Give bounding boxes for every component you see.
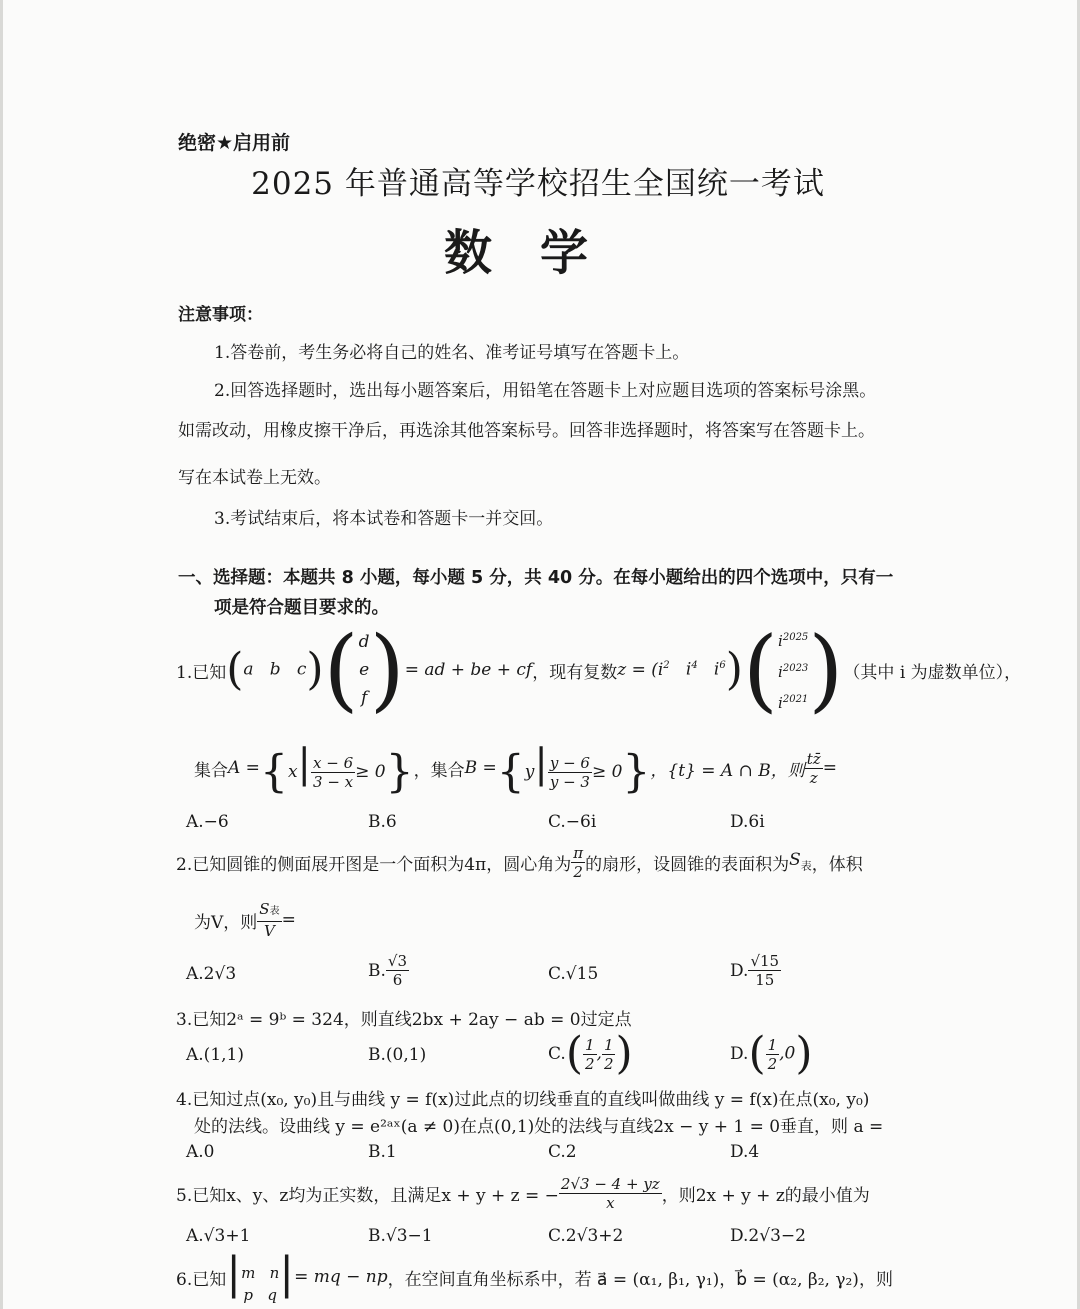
q1-definition-rhs: = ad + be + cf bbox=[404, 660, 533, 680]
q5-text-end: ，则2x + y + z的最小值为 bbox=[661, 1185, 870, 1206]
q5-text: 5.已知x、y、z均为正实数，且满足x + y + z = − bbox=[176, 1185, 559, 1206]
q1-z-column: ($i^{2025}$ $i^{2023}$ $i^{2021}$) bbox=[742, 617, 844, 722]
q1-prefix: 1.已知 bbox=[176, 662, 227, 683]
q2-option-d bbox=[730, 952, 781, 989]
q1-option-d: D.6i bbox=[730, 812, 765, 832]
q2-option-d-frac bbox=[748, 952, 781, 989]
q2-option-c: C.√15 bbox=[548, 964, 599, 984]
question-1-line1 bbox=[176, 617, 1022, 722]
q5-option-d: D.2√3−2 bbox=[730, 1226, 806, 1246]
q1-set-label: 集合 bbox=[194, 760, 228, 781]
q6-det-rhs: = mq − np bbox=[294, 1267, 388, 1287]
section-heading-line2: 项是符合题目要求的。 bbox=[214, 598, 389, 618]
section-heading-line1: 一、选择题：本题共 8 小题，每小题 5 分，共 40 分。在每小题给出的四个选项中，只有一 bbox=[178, 568, 894, 588]
q3-option-b: B.(0,1) bbox=[368, 1045, 427, 1065]
q2-text-a: 2.已知圆锥的侧面展开图是一个面积为4π，圆心角为 bbox=[176, 854, 572, 875]
q1-set-a-body: {x| $\frac{x - 6}{3 - x}$ ≥ 0} bbox=[259, 741, 414, 798]
q2-option-b bbox=[368, 952, 409, 989]
q1-option-c: C.−6i bbox=[548, 812, 597, 832]
q6-determinant: |m n p q| bbox=[226, 1248, 295, 1304]
subject-title: 数学 bbox=[443, 225, 636, 281]
q1-end: = bbox=[822, 758, 837, 778]
q5-frac-num: 2√3 − 4 + yz bbox=[560, 1174, 660, 1193]
q1-z-eq: z = (i bbox=[617, 660, 664, 680]
exam-title-text: 2025 年普通高等学校招生全国统一考试 bbox=[251, 166, 825, 202]
q6-prefix: 6.已知 bbox=[176, 1269, 227, 1290]
q5-option-a: A.√3+1 bbox=[186, 1226, 251, 1246]
q3-option-d bbox=[730, 1028, 813, 1079]
q2-option-b-num: √3 bbox=[387, 952, 408, 970]
q2-angle-frac: $\frac{\pi}{2}$ bbox=[573, 843, 584, 881]
q1-note: （其中 i 为虚数单位）， bbox=[843, 662, 1022, 683]
notice-item-2-line1: 2.回答选择题时，选出每小题答案后，用铅笔在答题卡上对应题目选项的答案标号涂黑。 bbox=[214, 381, 877, 401]
q2-text-c: ，体积 bbox=[811, 854, 863, 875]
q2-s-sub: 表 bbox=[800, 859, 812, 873]
q1-set-b-body: {y| $\frac{y - 6}{y - 3}$ ≥ 0} bbox=[496, 741, 651, 798]
q4-option-c: C.2 bbox=[548, 1142, 577, 1162]
q2-option-b-den: 6 bbox=[392, 971, 403, 989]
q4-option-d: D.4 bbox=[730, 1142, 760, 1162]
q2-text-b: 的扇形，设圆锥的表面积为 bbox=[585, 854, 790, 875]
q5-option-c: C.2√3+2 bbox=[548, 1226, 624, 1246]
q3-option-c-point: ( $\frac{1}{2}$ , $\frac{1}{2}$ ) bbox=[565, 1028, 633, 1079]
q3-option-c-label: C. bbox=[548, 1044, 566, 1064]
notice-item-3: 3.考试结束后，将本试卷和答题卡一并交回。 bbox=[214, 509, 554, 529]
q2-surface-symbol bbox=[789, 850, 812, 873]
q2-ratio: $\frac{\text{S表}}{V}$ bbox=[259, 900, 280, 940]
q1-set-b-eq: B = bbox=[464, 758, 497, 778]
q1-option-a: A.−6 bbox=[186, 812, 229, 832]
q1-set-b-label: ，集合 bbox=[413, 760, 465, 781]
q2-line2-end: = bbox=[281, 910, 296, 930]
question-4-line2: 处的法线。设曲线 y = e²ᵃˣ(a ≠ 0)在点(0,1)处的法线与直线2x − y + 1 = 0垂直，则 a = bbox=[194, 1117, 884, 1137]
q2-option-b-label: B. bbox=[368, 960, 386, 981]
q6-text: ，在空间直角坐标系中，若 a⃗ = (α₁, β₁, γ₁)，b⃗ = (α₂, β₂, γ₂)，则 bbox=[387, 1269, 893, 1290]
q3-option-c bbox=[548, 1028, 633, 1079]
q2-s-label: S bbox=[789, 850, 801, 871]
q1-set-a-eq: A = bbox=[228, 758, 260, 778]
notice-item-1: 1.答卷前，考生务必将自己的姓名、准考证号填写在答题卡上。 bbox=[214, 343, 690, 363]
q5-frac-den: x bbox=[606, 1193, 615, 1212]
q5-option-b: B.√3−1 bbox=[368, 1226, 433, 1246]
q2-option-d-den: 15 bbox=[755, 971, 775, 989]
secret-label: 绝密★启用前 bbox=[178, 132, 291, 154]
notice-item-2-line3: 写在本试卷上无效。 bbox=[178, 468, 331, 488]
q1-intersection: ，{t} = A ∩ B，则 bbox=[650, 760, 805, 781]
q4-option-a: A.0 bbox=[186, 1142, 215, 1162]
question-1-line2 bbox=[194, 738, 837, 798]
exam-title bbox=[0, 158, 1080, 203]
q1-option-b: B.6 bbox=[368, 812, 397, 832]
q2-option-b-frac bbox=[386, 952, 409, 989]
q2-option-a: A.2√3 bbox=[186, 964, 237, 984]
question-5 bbox=[176, 1170, 870, 1216]
q2-option-d-num: √15 bbox=[750, 952, 780, 970]
question-4-line1: 4.已知过点(x₀, y₀)且与曲线 y = f(x)过此点的切线垂直的直线叫做曲线 y = f(x)在点(x₀, y₀) bbox=[176, 1090, 870, 1110]
q1-z-row: $^2$ $i^4$ $i^6$) bbox=[663, 644, 743, 695]
q5-frac bbox=[559, 1175, 662, 1212]
question-2-line2 bbox=[194, 898, 296, 942]
q2-option-d-label: D. bbox=[730, 960, 749, 981]
q1-column-vector: (d e f) bbox=[323, 617, 405, 722]
q3-option-d-point: ( $\frac{1}{2}$ ,0) bbox=[748, 1028, 813, 1079]
q3-option-d-label: D. bbox=[730, 1044, 749, 1064]
question-6 bbox=[176, 1248, 893, 1304]
q1-row-vector: (a b c) bbox=[226, 644, 324, 695]
q1-mid-text: ，现有复数 bbox=[532, 662, 618, 683]
q2-line2-text: 为V，则 bbox=[194, 912, 258, 933]
notice-item-2-line2: 如需改动，用橡皮擦干净后，再选涂其他答案标号。回答非选择题时，将答案写在答题卡上。 bbox=[178, 421, 875, 441]
question-2-line1 bbox=[176, 842, 863, 882]
q3-option-a: A.(1,1) bbox=[186, 1045, 244, 1065]
question-3: 3.已知2ᵃ = 9ᵇ = 324，则直线2bx + 2ay − ab = 0过定点 bbox=[176, 1010, 632, 1030]
q4-option-b: B.1 bbox=[368, 1142, 397, 1162]
q1-ratio: $\frac{tz̄}{z}$ bbox=[806, 749, 821, 787]
notice-heading: 注意事项： bbox=[178, 305, 263, 325]
